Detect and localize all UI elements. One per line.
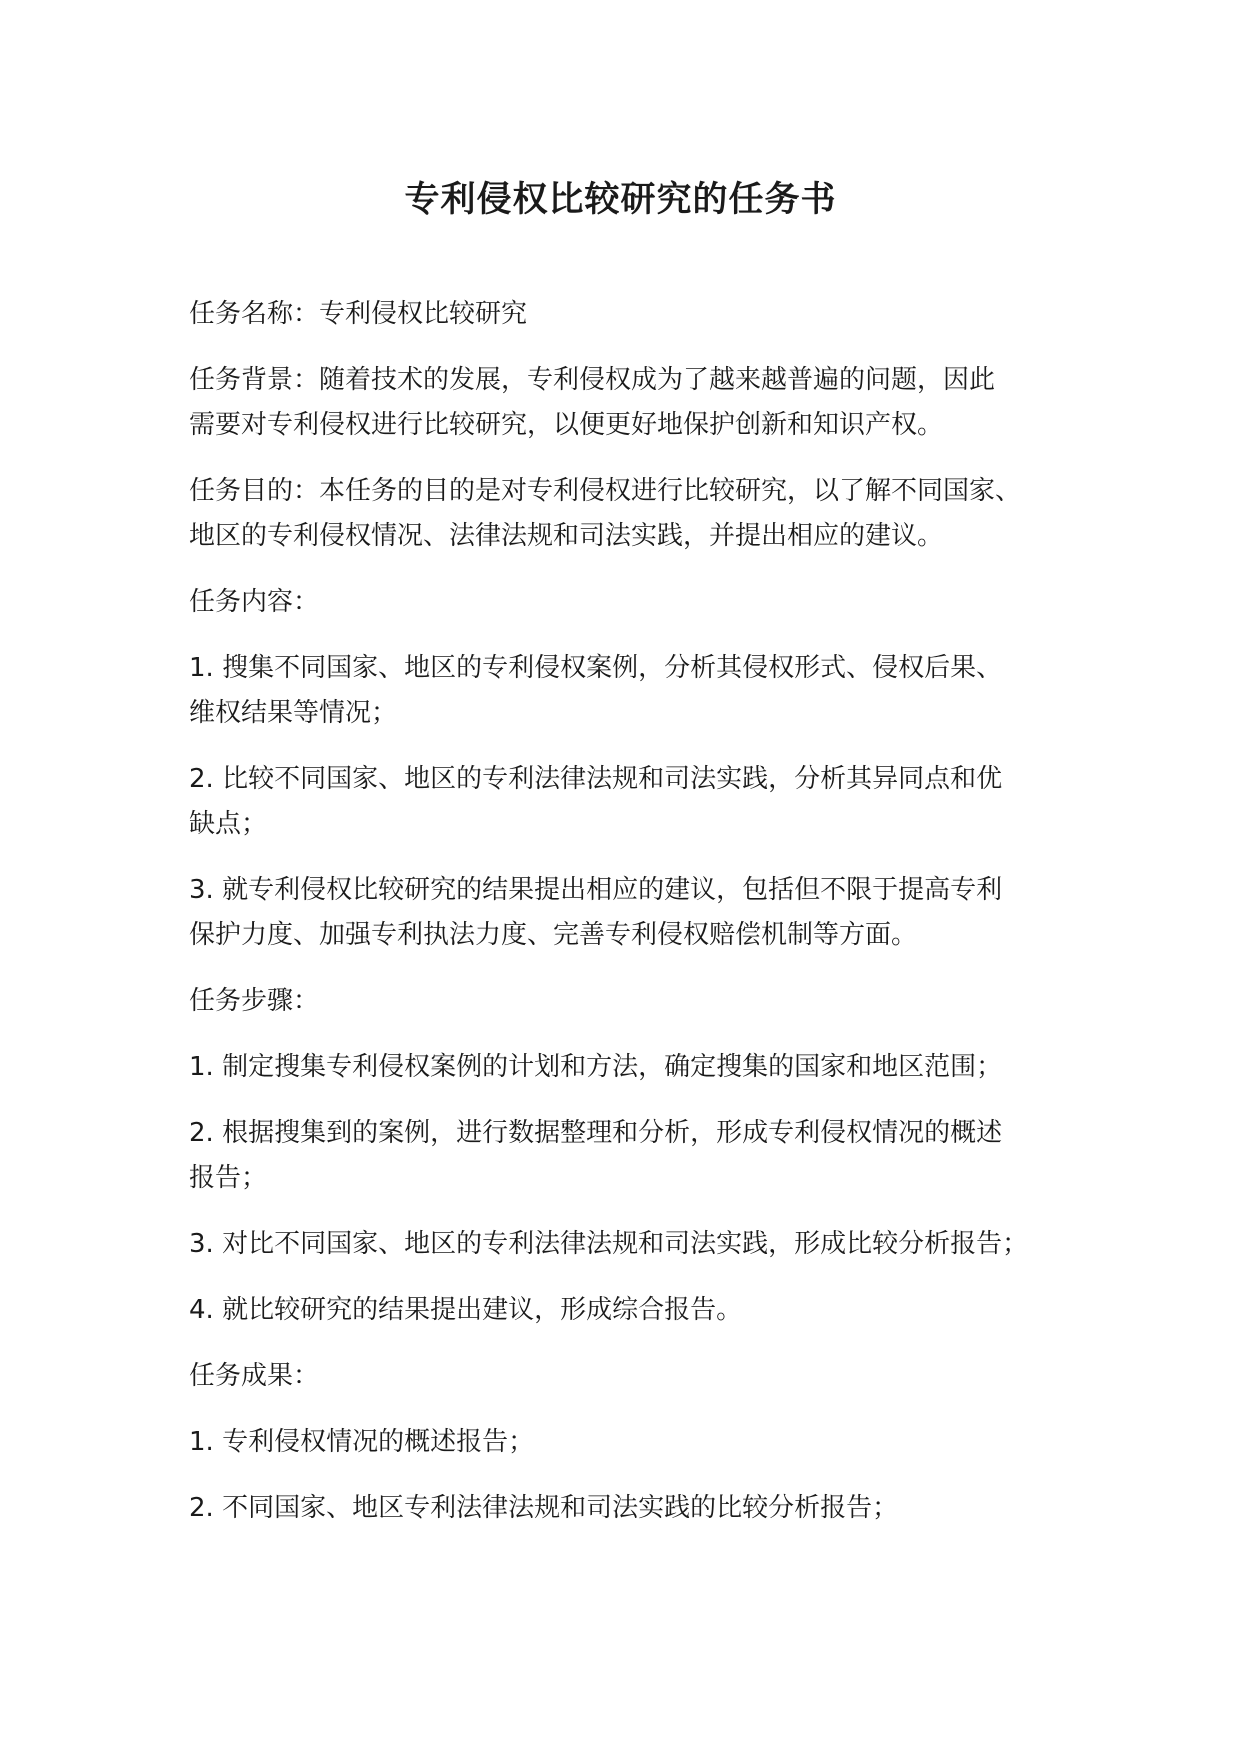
paragraph-line: 1. 搜集不同国家、地区的专利侵权案例，分析其侵权形式、侵权后果、 [189, 653, 1003, 683]
paragraph-line: 任务背景：随着技术的发展，专利侵权成为了越来越普遍的问题，因此 [189, 365, 996, 395]
document-title: 专利侵权比较研究的任务书 [404, 180, 837, 220]
list-item-result-2 [189, 1486, 1089, 1531]
paragraph-line: 任务目的：本任务的目的是对专利侵权进行比较研究，以了解不同国家、 [189, 476, 1022, 506]
paragraph-line: 报告； [189, 1163, 268, 1193]
paragraph-line: 缺点； [189, 809, 268, 839]
paragraph-line: 任务步骤： [189, 986, 320, 1016]
paragraph-line: 1. 制定搜集专利侵权案例的计划和方法，确定搜集的国家和地区范围； [189, 1052, 1003, 1082]
paragraph-line: 维权结果等情况； [189, 698, 398, 728]
paragraph-line: 4. 就比较研究的结果提出建议，形成综合报告。 [189, 1295, 743, 1325]
paragraph-task-purpose [189, 469, 1089, 559]
section-heading-task-steps [189, 979, 1089, 1024]
list-item-content-1 [189, 646, 1089, 736]
paragraph-line: 地区的专利侵权情况、法律法规和司法实践，并提出相应的建议。 [189, 521, 944, 551]
list-item-step-2 [189, 1111, 1089, 1201]
paragraph-line: 保护力度、加强专利执法力度、完善专利侵权赔偿机制等方面。 [189, 920, 918, 950]
paragraph-line: 2. 根据搜集到的案例，进行数据整理和分析，形成专利侵权情况的概述 [189, 1118, 1003, 1148]
paragraph-line: 需要对专利侵权进行比较研究，以便更好地保护创新和知识产权。 [189, 410, 944, 440]
list-item-content-2 [189, 757, 1089, 847]
list-item-step-1 [189, 1045, 1089, 1090]
paragraph-line: 2. 不同国家、地区专利法律法规和司法实践的比较分析报告； [189, 1493, 899, 1523]
paragraph-line: 1. 专利侵权情况的概述报告； [189, 1427, 535, 1457]
list-item-result-1 [189, 1420, 1089, 1465]
paragraph-task-background [189, 358, 1089, 448]
paragraph-task-name [189, 292, 1089, 337]
paragraph-line: 任务内容： [189, 587, 320, 617]
paragraph-line: 任务成果： [189, 1361, 320, 1391]
section-heading-task-results [189, 1354, 1089, 1399]
list-item-step-3 [189, 1222, 1089, 1267]
paragraph-line: 3. 对比不同国家、地区的专利法律法规和司法实践，形成比较分析报告； [189, 1229, 1029, 1259]
list-item-step-4 [189, 1288, 1089, 1333]
paragraph-line: 2. 比较不同国家、地区的专利法律法规和司法实践，分析其异同点和优 [189, 764, 1003, 794]
paragraph-line: 3. 就专利侵权比较研究的结果提出相应的建议，包括但不限于提高专利 [189, 875, 1003, 905]
section-heading-task-content [189, 580, 1089, 625]
paragraph-line: 任务名称：专利侵权比较研究 [189, 299, 528, 329]
document-body [189, 292, 1089, 1552]
list-item-content-3 [189, 868, 1089, 958]
